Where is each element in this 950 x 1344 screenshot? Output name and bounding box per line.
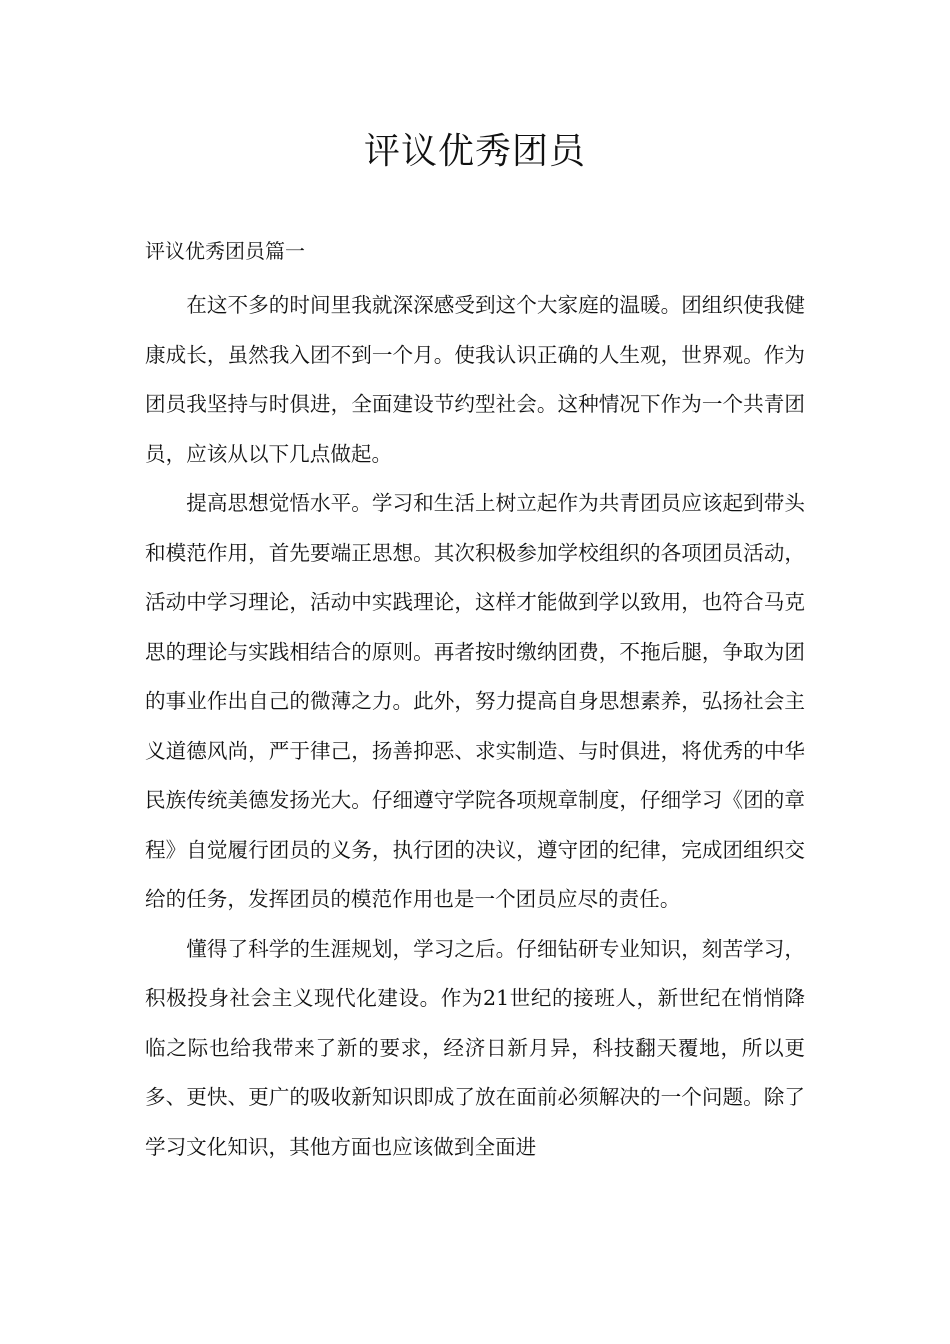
section-heading: 评议优秀团员篇一	[145, 239, 305, 263]
document-body	[145, 281, 805, 1172]
document-title: 评议优秀团员	[363, 131, 586, 172]
paragraph-3: 懂得了科学的生涯规划，学习之后。仔细钻研专业知识，刻苦学习，积极投身社会主义现代化建设。作为21世纪的接班人，新世纪在悄悄降临之际也给我带来了新的要求，经济日新月异，科技翻天覆地，所以更多、更快、更广的吸收新知识即成了放在面前必须解决的一个问题。除了学习文化知识，其他方面也应该做到全面进	[145, 936, 805, 1159]
paragraph-1: 在这不多的时间里我就深深感受到这个大家庭的温暖。团组织使我健康成长，虽然我入团不到一个月。使我认识正确的人生观，世界观。作为团员我坚持与时俱进，全面建设节约型社会。这种情况下作为一个共青团员，应该从以下几点做起。	[145, 293, 805, 466]
paragraph-2: 提高思想觉悟水平。学习和生活上树立起作为共青团员应该起到带头和模范作用，首先要端正思想。其次积极参加学校组织的各项团员活动，活动中学习理论，活动中实践理论，这样才能做到学以致用，也符合马克思的理论与实践相结合的原则。再者按时缴纳团费，不拖后腿，争取为团的事业作出自己的微薄之力。此外，努力提高自身思想素养，弘扬社会主义道德风尚，严于律己，扬善抑恶、求实制造、与时俱进，将优秀的中华民族传统美德发扬光大。仔细遵守学院各项规章制度，仔细学习《团的章程》自觉履行团员的义务，执行团的决议，遵守团的纪律，完成团组织交给的任务，发挥团员的模范作用也是一个团员应尽的责任。	[145, 491, 805, 911]
